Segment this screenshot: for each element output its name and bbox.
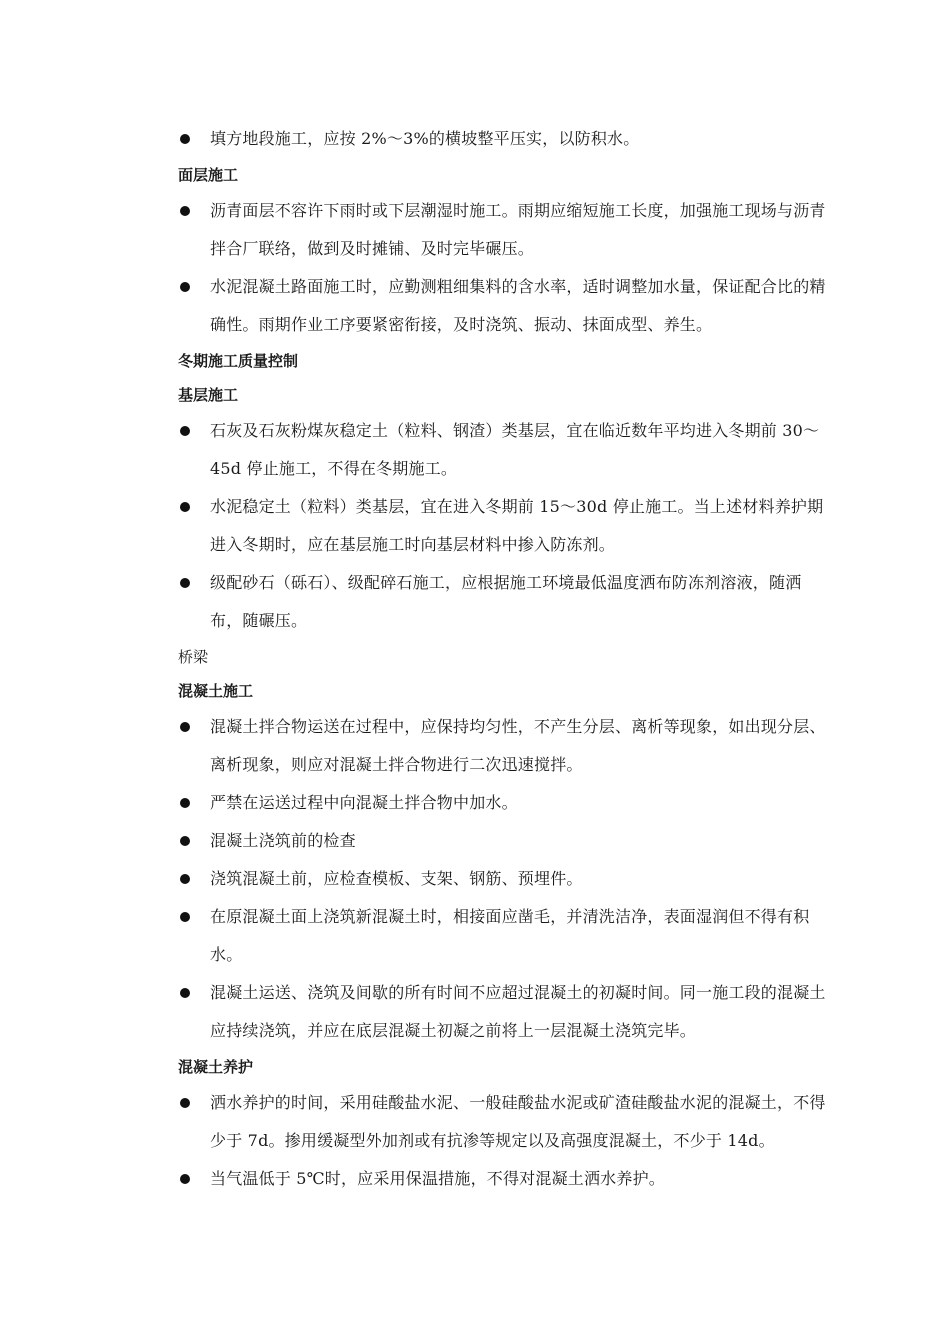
bullet-icon <box>180 426 190 436</box>
list-item-text: 当气温低于 5℃时，应采用保温措施，不得对混凝土洒水养护。 <box>210 1169 665 1188</box>
bullet-icon <box>180 1098 190 1108</box>
bullet-icon <box>180 874 190 884</box>
list-item <box>178 120 828 158</box>
section-heading: 面层施工 <box>178 166 239 184</box>
list-item <box>178 1084 828 1160</box>
section-heading: 冬期施工质量控制 <box>178 352 299 370</box>
list-item <box>178 1160 828 1198</box>
list-item-text: 混凝土运送、浇筑及间歇的所有时间不应超过混凝土的初凝时间。同一施工段的混凝土应持续浇筑，并应在底层混凝土初凝之前将上一层混凝土浇筑完毕。 <box>210 983 826 1040</box>
list-item-text: 石灰及石灰粉煤灰稳定土（粒料、钢渣）类基层，宜在临近数年平均进入冬期前 30～45d 停止施工，不得在冬期施工。 <box>210 421 820 478</box>
list-item-text: 洒水养护的时间，采用硅酸盐水泥、一般硅酸盐水泥或矿渣硅酸盐水泥的混凝土，不得少于 7d。掺用缓凝型外加剂或有抗渗等规定以及高强度混凝土，不少于 14d。 <box>210 1093 826 1150</box>
bullet-icon <box>180 722 190 732</box>
list-item <box>178 708 828 784</box>
list-item-text: 混凝土拌合物运送在过程中，应保持均匀性，不产生分层、离析等现象，如出现分层、离析现象，则应对混凝土拌合物进行二次迅速搅拌。 <box>210 717 826 774</box>
bullet-icon <box>180 912 190 922</box>
list-item-text: 水泥稳定土（粒料）类基层，宜在进入冬期前 15～30d 停止施工。当上述材料养护期进入冬期时，应在基层施工时向基层材料中掺入防冻剂。 <box>210 497 824 554</box>
list-item <box>178 974 828 1050</box>
list-item <box>178 860 828 898</box>
bullet-icon <box>180 134 190 144</box>
list-item-text: 在原混凝土面上浇筑新混凝土时，相接面应凿毛，并清洗洁净，表面湿润但不得有积水。 <box>210 907 810 964</box>
list-item-text: 浇筑混凝土前，应检查模板、支架、钢筋、预埋件。 <box>210 869 583 888</box>
section-heading: 混凝土养护 <box>178 1058 254 1076</box>
bullet-icon <box>180 1174 190 1184</box>
list-item <box>178 898 828 974</box>
bullet-icon <box>180 836 190 846</box>
list-item <box>178 412 828 488</box>
list-item <box>178 488 828 564</box>
bullet-icon <box>180 988 190 998</box>
bullet-icon <box>180 206 190 216</box>
list-item <box>178 822 828 860</box>
section-heading: 桥梁 <box>178 648 209 666</box>
list-item-text: 水泥混凝土路面施工时，应勤测粗细集料的含水率，适时调整加水量，保证配合比的精确性。雨期作业工序要紧密衔接，及时浇筑、振动、抹面成型、养生。 <box>210 277 826 334</box>
list-item-text: 填方地段施工，应按 2%～3%的横坡整平压实，以防积水。 <box>210 129 640 148</box>
bullet-icon <box>180 502 190 512</box>
section-heading: 混凝土施工 <box>178 682 254 700</box>
bullet-icon <box>180 798 190 808</box>
list-item <box>178 784 828 822</box>
list-item <box>178 192 828 268</box>
document-body <box>178 120 828 1198</box>
list-item-text: 级配砂石（砾石）、级配碎石施工，应根据施工环境最低温度洒布防冻剂溶液，随洒布，随碾压。 <box>210 573 802 630</box>
section-heading: 基层施工 <box>178 386 239 404</box>
list-item <box>178 564 828 640</box>
list-item-text: 混凝土浇筑前的检查 <box>210 831 356 850</box>
bullet-icon <box>180 282 190 292</box>
bullet-icon <box>180 578 190 588</box>
list-item-text: 严禁在运送过程中向混凝土拌合物中加水。 <box>210 793 518 812</box>
list-item <box>178 268 828 344</box>
list-item-text: 沥青面层不容许下雨时或下层潮湿时施工。雨期应缩短施工长度，加强施工现场与沥青拌合厂联络，做到及时摊铺、及时完毕碾压。 <box>210 201 826 258</box>
